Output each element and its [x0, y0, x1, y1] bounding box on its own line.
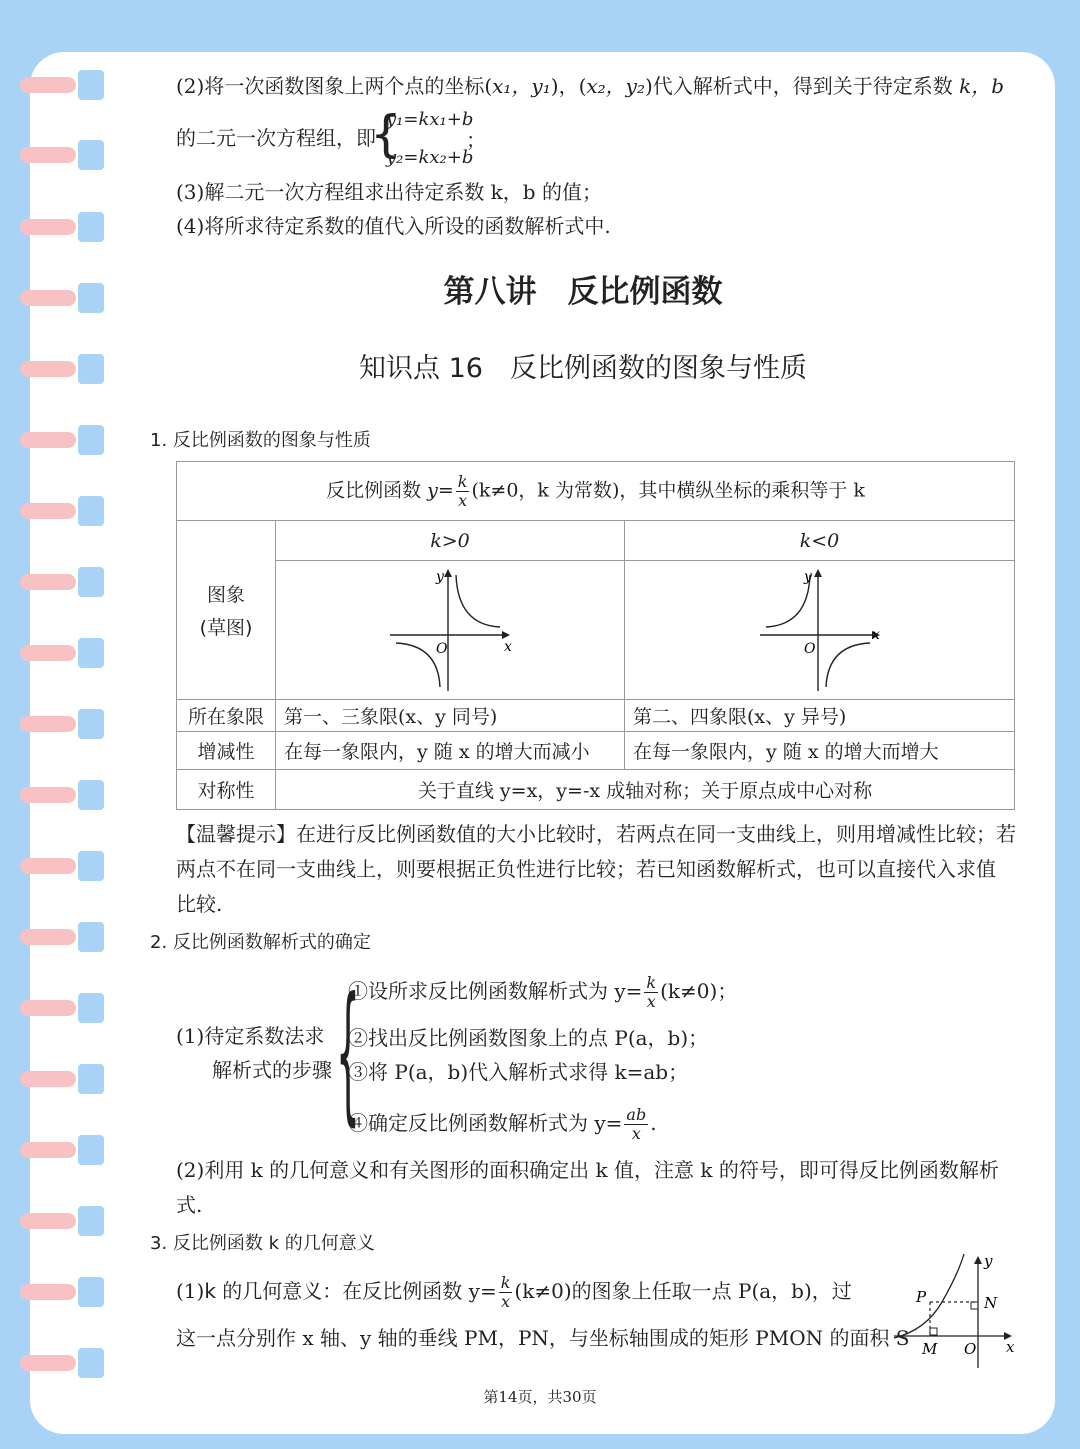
col-k-negative: k<0	[625, 521, 1015, 561]
monotonicity-positive	[276, 732, 625, 770]
axis-x-label: x	[1006, 1338, 1015, 1356]
text: 增大而增大	[843, 741, 939, 763]
text: (1)	[176, 1279, 205, 1303]
text: (k≠0)；	[660, 979, 738, 1003]
symmetry-row	[177, 770, 1015, 810]
step-4	[348, 1106, 657, 1143]
quadrant-row	[177, 700, 1015, 732]
point-m-label: M	[922, 1340, 938, 1358]
fraction	[456, 473, 470, 510]
text: .	[650, 1111, 657, 1135]
denominator: x	[501, 1292, 511, 1311]
denominator: x	[458, 490, 468, 510]
geometry-figure	[890, 1246, 1020, 1372]
graph-row	[177, 561, 1015, 700]
text: ④确定反比例函数解析式为 y=	[348, 1111, 623, 1135]
text: k 的几何意义	[204, 1279, 323, 1303]
graph-cell-negative	[625, 561, 1015, 700]
monotonicity-negative	[625, 732, 1015, 770]
kb: k，b	[959, 74, 1005, 98]
quadrant-negative: 第二、四象限(x、y 异号)	[625, 700, 1015, 732]
method2-line2: 式.	[176, 1193, 203, 1217]
property-table	[176, 461, 1015, 810]
numerator: k	[646, 973, 657, 992]
axis-y-label: y	[436, 568, 444, 585]
quadrant-row-header: 所在象限	[177, 700, 276, 732]
numerator: k	[457, 471, 468, 491]
fraction	[624, 1106, 648, 1143]
method-label-2: 解析式的步骤	[212, 1058, 332, 1082]
origin-label: O	[436, 640, 448, 657]
step-1	[348, 974, 737, 1011]
section2-title: 2. 反比例函数解析式的确定	[150, 932, 371, 953]
step-3: ③将 P(a，b)代入解析式求得 k=ab；	[348, 1060, 689, 1084]
system-eq1: y₁=kx₁+b	[386, 109, 474, 130]
system-brace: {	[370, 105, 402, 163]
definition-row	[177, 462, 1015, 521]
page-footer: 第14页，共30页	[483, 1388, 597, 1406]
numerator: k	[500, 1273, 511, 1292]
axis-y-label: y	[984, 1252, 993, 1270]
text: 图象	[206, 584, 245, 606]
origin-label: O	[803, 640, 815, 657]
steps-brace: {	[336, 966, 360, 1140]
coord-2: x₂，y₂	[586, 74, 645, 98]
section3-title: 3. 反比例函数 k 的几何意义	[150, 1233, 375, 1254]
text: 在每一象限内，y 随 x 的	[633, 741, 844, 763]
knowledge-point-title: 知识点 16 反比例函数的图象与性质	[359, 353, 807, 384]
header-row	[177, 521, 1015, 561]
semicolon: ；	[466, 128, 486, 152]
symmetry-cell: 关于直线 y=x，y=-x 成轴对称；关于原点成中心对称	[276, 770, 1015, 810]
method2-line1: (2)利用 k 的几何意义和有关图形的面积确定出 k 值，注意 k 的符号，即可得反比例函数解析	[176, 1158, 999, 1182]
text: (k≠0)的图象上任取一点 P(a，b)，过	[514, 1279, 852, 1303]
quadrant-positive: 第一、三象限(x、y 同号)	[276, 700, 625, 732]
definition-cell	[177, 462, 1015, 521]
coord-1: x₁，y₁	[492, 74, 551, 98]
geo-line2: 这一点分别作 x 轴、y 轴的垂线 PM，PN，与坐标轴围成的矩形 PMON 的面积 S	[176, 1326, 910, 1350]
tip-label: 【温馨提示】	[176, 822, 296, 846]
text: 反比例函数	[326, 479, 428, 501]
fraction	[644, 974, 658, 1011]
symmetry-row-header: 对称性	[177, 770, 276, 810]
text: ：在反比例函数 y=	[322, 1279, 497, 1303]
text: y=	[427, 479, 454, 501]
text: ①设所求反比例函数解析式为 y=	[348, 979, 643, 1003]
numerator: ab	[626, 1105, 647, 1124]
text: )，(	[550, 74, 587, 98]
system-eq2: y₂=kx₂+b	[386, 147, 474, 168]
section1-title: 1. 反比例函数的图象与性质	[150, 430, 371, 451]
hyperbola-negative-graph	[750, 563, 890, 693]
monotonicity-row	[177, 732, 1015, 770]
origin-label: O	[964, 1340, 977, 1358]
hyperbola-positive-graph	[380, 563, 520, 693]
tip-line1	[176, 820, 1016, 848]
step2-line2: 的二元一次方程组，即	[176, 126, 376, 150]
text: (草图)	[199, 617, 253, 639]
axis-x-label: x	[871, 626, 880, 643]
method-label-1: (1)待定系数法求	[176, 1024, 325, 1048]
text: 增大而减小	[494, 741, 590, 763]
point-p-label: P	[916, 1288, 927, 1306]
fraction	[499, 1274, 513, 1311]
step-2: ②找出反比例函数图象上的点 P(a，b)；	[348, 1026, 709, 1050]
graph-row-header	[177, 521, 276, 700]
denominator: x	[646, 992, 656, 1011]
lecture-title: 第八讲 反比例函数	[443, 274, 723, 310]
step3: (3)解二元一次方程组求出待定系数 k，b 的值；	[176, 180, 602, 204]
tip-line2: 两点不在同一支曲线上，则要根据正负性进行比较；若已知函数解析式，也可以直接代入求值	[176, 857, 996, 881]
step4: (4)将所求待定系数的值代入所设的函数解析式中.	[176, 214, 611, 238]
text: (2)将一次函数图象上两个点的坐标(	[176, 74, 493, 98]
graph-cell-positive	[276, 561, 625, 700]
text: 在每一象限内，y 随 x 的	[284, 741, 495, 763]
step2-line1	[176, 72, 1004, 100]
axis-x-label: x	[504, 638, 512, 655]
point-n-label: N	[984, 1294, 998, 1312]
denominator: x	[631, 1124, 641, 1143]
text: )代入解析式中，得到关于待定系数	[645, 74, 960, 98]
col-k-positive: k>0	[276, 521, 625, 561]
tip-line3: 比较.	[176, 892, 223, 916]
monotonicity-row-header: 增减性	[177, 732, 276, 770]
geo-line1	[176, 1274, 852, 1311]
text: 在进行反比例函数值的大小比较时，若两点在同一支曲线上，则用增减性比较；若	[296, 822, 1016, 846]
text: (k≠0，k 为常数)，其中横纵坐标的乘积等于 k	[471, 479, 865, 501]
axis-y-label: y	[803, 568, 812, 585]
